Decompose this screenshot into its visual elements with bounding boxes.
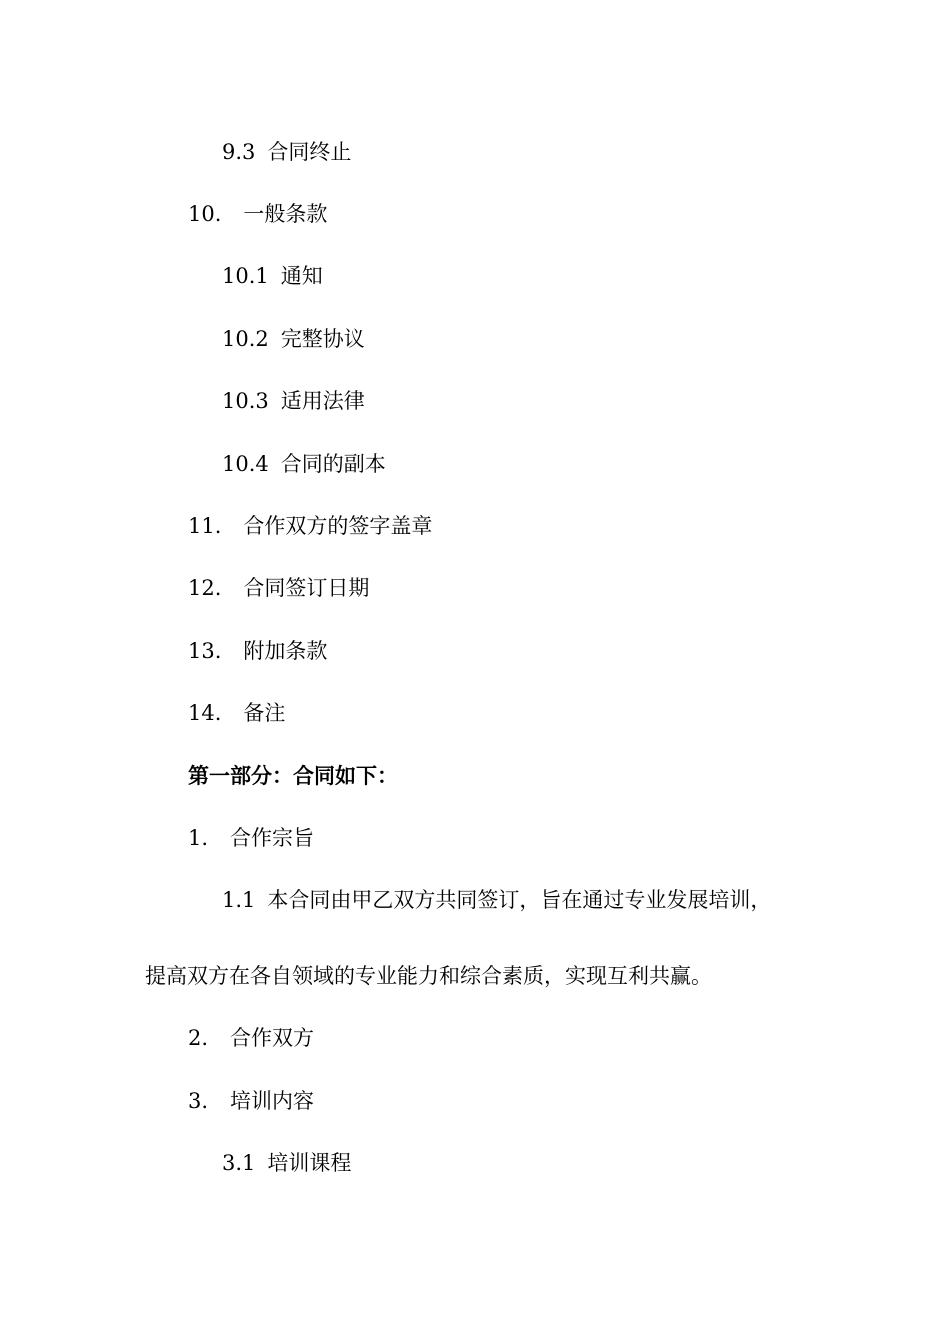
item-title: 附加条款 <box>243 639 328 663</box>
item-number: 10. <box>188 202 222 226</box>
item-number: 3. <box>188 1089 209 1113</box>
part-heading: 第一部分：合同如下： <box>188 763 398 788</box>
item-number: 11. <box>188 514 222 538</box>
item-title: 合同签订日期 <box>243 576 370 600</box>
toc-item-14 <box>188 699 285 727</box>
section-1 <box>188 824 314 852</box>
item-number: 9.3 <box>222 140 256 164</box>
clause-1-1-continuation: 提高双方在各自领域的专业能力和综合素质，实现互利共赢。 <box>145 964 712 988</box>
item-title: 完整协议 <box>280 327 365 351</box>
toc-item-13 <box>188 637 327 665</box>
toc-item-10 <box>188 200 327 228</box>
item-title: 合同的副本 <box>280 452 386 476</box>
item-number: 10.4 <box>222 452 269 476</box>
item-number: 3.1 <box>222 1151 256 1175</box>
item-title: 备注 <box>243 701 286 725</box>
toc-item-9-3 <box>222 138 351 166</box>
item-title: 合作双方 <box>230 1026 315 1050</box>
toc-item-10-1 <box>222 262 323 290</box>
item-number: 13. <box>188 639 222 663</box>
item-number: 14. <box>188 701 222 725</box>
toc-item-11 <box>188 512 432 540</box>
item-title: 适用法律 <box>280 389 365 413</box>
item-title: 合作双方的签字盖章 <box>243 514 433 538</box>
toc-item-12 <box>188 574 369 602</box>
item-title: 本合同由甲乙双方共同签订，旨在通过专业发展培训， <box>267 888 772 912</box>
item-title: 培训内容 <box>230 1089 315 1113</box>
item-title: 合作宗旨 <box>230 826 315 850</box>
item-title: 一般条款 <box>243 202 328 226</box>
item-number: 1.1 <box>222 888 256 912</box>
toc-item-10-2 <box>222 325 365 353</box>
toc-item-10-4 <box>222 450 386 478</box>
toc-item-10-3 <box>222 387 365 415</box>
item-title: 通知 <box>280 264 323 288</box>
section-3 <box>188 1087 314 1115</box>
item-title: 培训课程 <box>267 1151 352 1175</box>
item-number: 10.1 <box>222 264 269 288</box>
item-number: 10.2 <box>222 327 269 351</box>
clause-3-1 <box>222 1149 351 1177</box>
item-number: 10.3 <box>222 389 269 413</box>
item-number: 12. <box>188 576 222 600</box>
clause-1-1 <box>222 886 771 914</box>
item-number: 1. <box>188 826 209 850</box>
item-number: 2. <box>188 1026 209 1050</box>
section-2 <box>188 1024 314 1052</box>
item-title: 合同终止 <box>267 140 352 164</box>
